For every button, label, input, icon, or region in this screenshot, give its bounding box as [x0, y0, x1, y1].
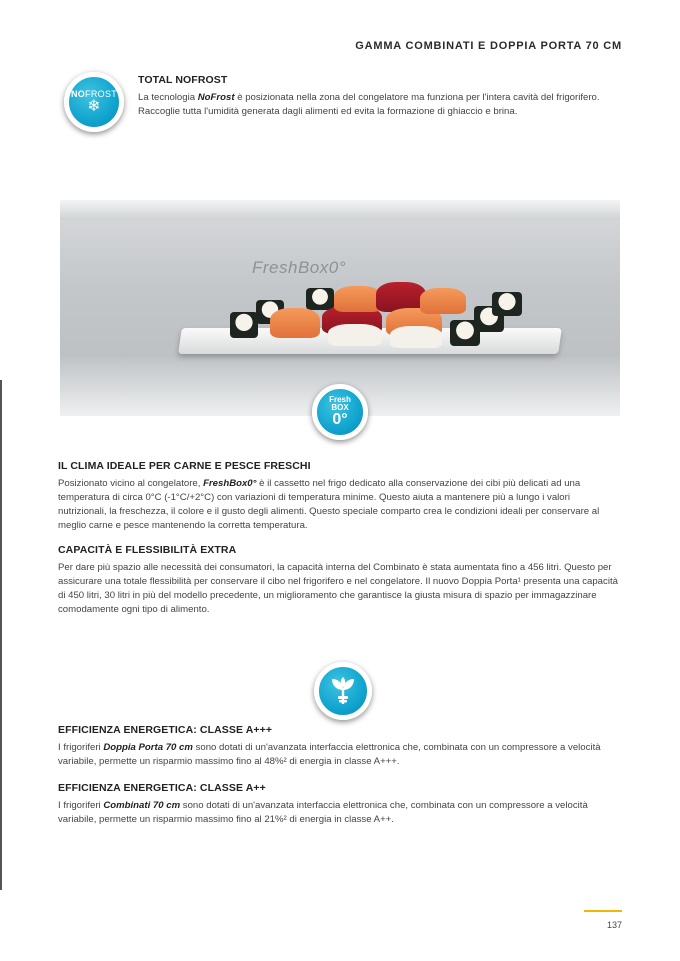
freshbox-badge-zero: 0° [332, 411, 348, 429]
nofrost-badge-label: NOFROST [70, 88, 118, 99]
sushi-piece [328, 324, 382, 346]
energy-efficiency-badge [314, 662, 372, 720]
left-margin-rule [0, 380, 2, 890]
page-number: 137 [606, 920, 622, 930]
nofrost-badge [64, 72, 124, 132]
clima-text: Posizionato vicino al congelatore, FreshBox0° è il cassetto nel frigo dedicato alla conservazione dei cibi più delicati ad una temperatura di circa 0°C (-1°C/+2°C) con variazioni di temperatura minime. Questo aiuta a mantenere più a lungo i valori nutrizionali, la freschezza, il colore e il gusto degli alimenti. Questo speciale comparto crea le condizioni ideali per conservare al meglio carne e pesce mantenendo la corretta temperatura. [58, 478, 600, 531]
fridge-shelf [60, 200, 620, 220]
sushi-piece [420, 288, 466, 314]
page-number-rule [584, 910, 622, 912]
eff2-title: EFFICIENZA ENERGETICA: CLASSE A++ [58, 782, 266, 794]
nofrost-text: La tecnologia NoFrost è posizionata nella zona del congelatore ma funziona per l'intera cavità del frigorifero. Raccoglie tutta l'umidità generata dagli alimenti ed evita la formazione di ghiaccio e brina. [138, 92, 600, 117]
eff2-text: I frigoriferi Combinati 70 cm sono dotati di un'avanzata interfaccia elettronica che, combinata con un compressore a velocità variabile, permette un risparmio massimo fino al 21%² di energia in classe A++. [58, 800, 588, 825]
capacita-title: CAPACITÀ E FLESSIBILITÀ EXTRA [58, 544, 237, 556]
eff1-title: EFFICIENZA ENERGETICA: CLASSE A+++ [58, 724, 273, 736]
nofrost-title: TOTAL NOFROST [138, 74, 228, 86]
plant-bulb-icon [326, 674, 360, 708]
snowflake-icon: ❄ [87, 97, 101, 115]
freshbox-photo-logo: FreshBox0° [252, 258, 347, 277]
efficienza-aplusplusplus-section [58, 724, 620, 769]
freshbox-badge-line2: BOX [331, 403, 349, 412]
eff1-text: I frigoriferi Doppia Porta 70 cm sono dotati di un'avanzata interfaccia elettronica che, combinata con un compressore a velocità variabile, permette un risparmio massimo fino al 48%² di energia in classe A+++. [58, 742, 601, 767]
capacita-text: Per dare più spazio alle necessità dei consumatori, la capacità interna del Combinato è stata aumentata fino a 456 litri. Questo per assicurare una totale flessibilità per conservare il cibo nel frigorifero e nel congelatore. Il nuovo Doppia Porta¹ presenta una capacità di 450 litri, 30 litri in più del modello precedente, un miglioramento che garantisce la giusta misura di spazio per immagazzinare comodamente ogni tipo di alimento. [58, 562, 618, 615]
sushi-piece [492, 292, 522, 316]
nofrost-section [138, 74, 620, 119]
sushi-piece [306, 288, 334, 310]
clima-title: IL CLIMA IDEALE PER CARNE E PESCE FRESCHI [58, 460, 311, 472]
efficienza-aplusplus-section [58, 782, 620, 827]
capacita-section [58, 544, 620, 617]
sushi-piece [390, 326, 442, 348]
running-head: GAMMA COMBINATI E DOPPIA PORTA 70 CM [355, 40, 622, 52]
sushi-piece [334, 286, 382, 312]
freshbox-badge-line1: Fresh [329, 394, 351, 404]
sushi-piece [270, 308, 320, 338]
clima-section [58, 460, 620, 533]
sushi-piece [230, 312, 258, 338]
freshbox-badge [312, 384, 368, 440]
